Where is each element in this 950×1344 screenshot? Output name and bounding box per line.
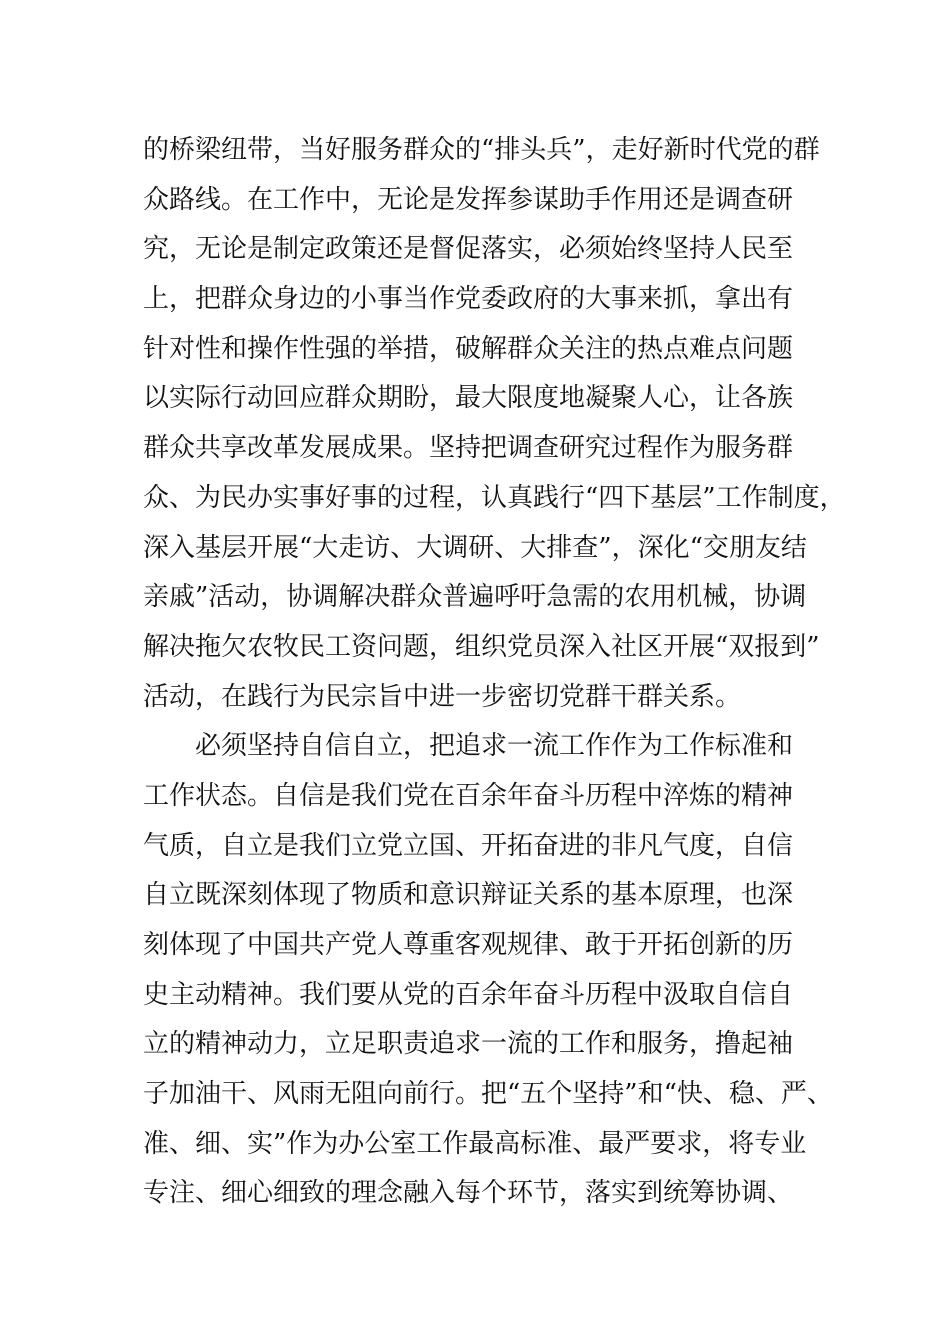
text-line: 专注、细心细致的理念融入每个环节，落实到统筹协调、 xyxy=(143,1178,794,1209)
text-line: 子加油干、风雨无阻向前行。把“五个坚持”和“快、稳、严、 xyxy=(143,1079,833,1110)
text-line: 活动，在践行为民宗旨中进一步密切党群干群关系。 xyxy=(143,681,742,712)
body-text xyxy=(143,126,846,1219)
text-line: 以实际行动回应群众期盼，最大限度地凝聚人心，让各族 xyxy=(143,383,794,414)
text-line: 的桥梁纽带，当好服务群众的“排头兵”，走好新时代党的群 xyxy=(143,135,820,165)
text-line: 气质，自立是我们立党立国、开拓奋进的非凡气度，自信 xyxy=(143,830,794,861)
text-line: 刻体现了中国共产党人尊重客观规律、敢于开拓创新的历 xyxy=(143,930,794,960)
text-line: 自立既深刻体现了物质和意识辩证关系的基本原理，也深 xyxy=(143,880,794,911)
text-line: 准、细、实”作为办公室工作最高标准、最严要求，将专业 xyxy=(143,1128,807,1159)
text-line: 亲戚”活动，协调解决群众普遍呼吁急需的农用机械，协调 xyxy=(143,582,807,613)
text-line: 解决拖欠农牧民工资问题，组织党员深入社区开展“双报到” xyxy=(143,631,820,662)
text-line: 群众共享改革发展成果。坚持把调查研究过程作为服务群 xyxy=(143,433,794,464)
text-line: 深入基层开展“大走访、大调研、大排查”，深化“交朋友结 xyxy=(143,532,807,563)
paragraph-start-line: 必须坚持自信自立，把追求一流工作作为工作标准和 xyxy=(195,731,794,762)
text-line: 上，把群众身边的小事当作党委政府的大事来抓，拿出有 xyxy=(143,284,794,315)
text-line: 工作状态。自信是我们党在百余年奋斗历程中淬炼的精神 xyxy=(143,780,794,811)
text-line: 众路线。在工作中，无论是发挥参谋助手作用还是调查研 xyxy=(143,184,794,215)
text-line: 史主动精神。我们要从党的百余年奋斗历程中汲取自信自 xyxy=(143,979,794,1010)
text-line: 究，无论是制定政策还是督促落实，必须始终坚持人民至 xyxy=(143,234,794,265)
text-line: 众、为民办实事好事的过程，认真践行“四下基层”工作制度， xyxy=(143,482,846,513)
text-line: 立的精神动力，立足职责追求一流的工作和服务，撸起袖 xyxy=(143,1029,794,1060)
text-line: 针对性和操作性强的举措，破解群众关注的热点难点问题 xyxy=(143,333,794,364)
